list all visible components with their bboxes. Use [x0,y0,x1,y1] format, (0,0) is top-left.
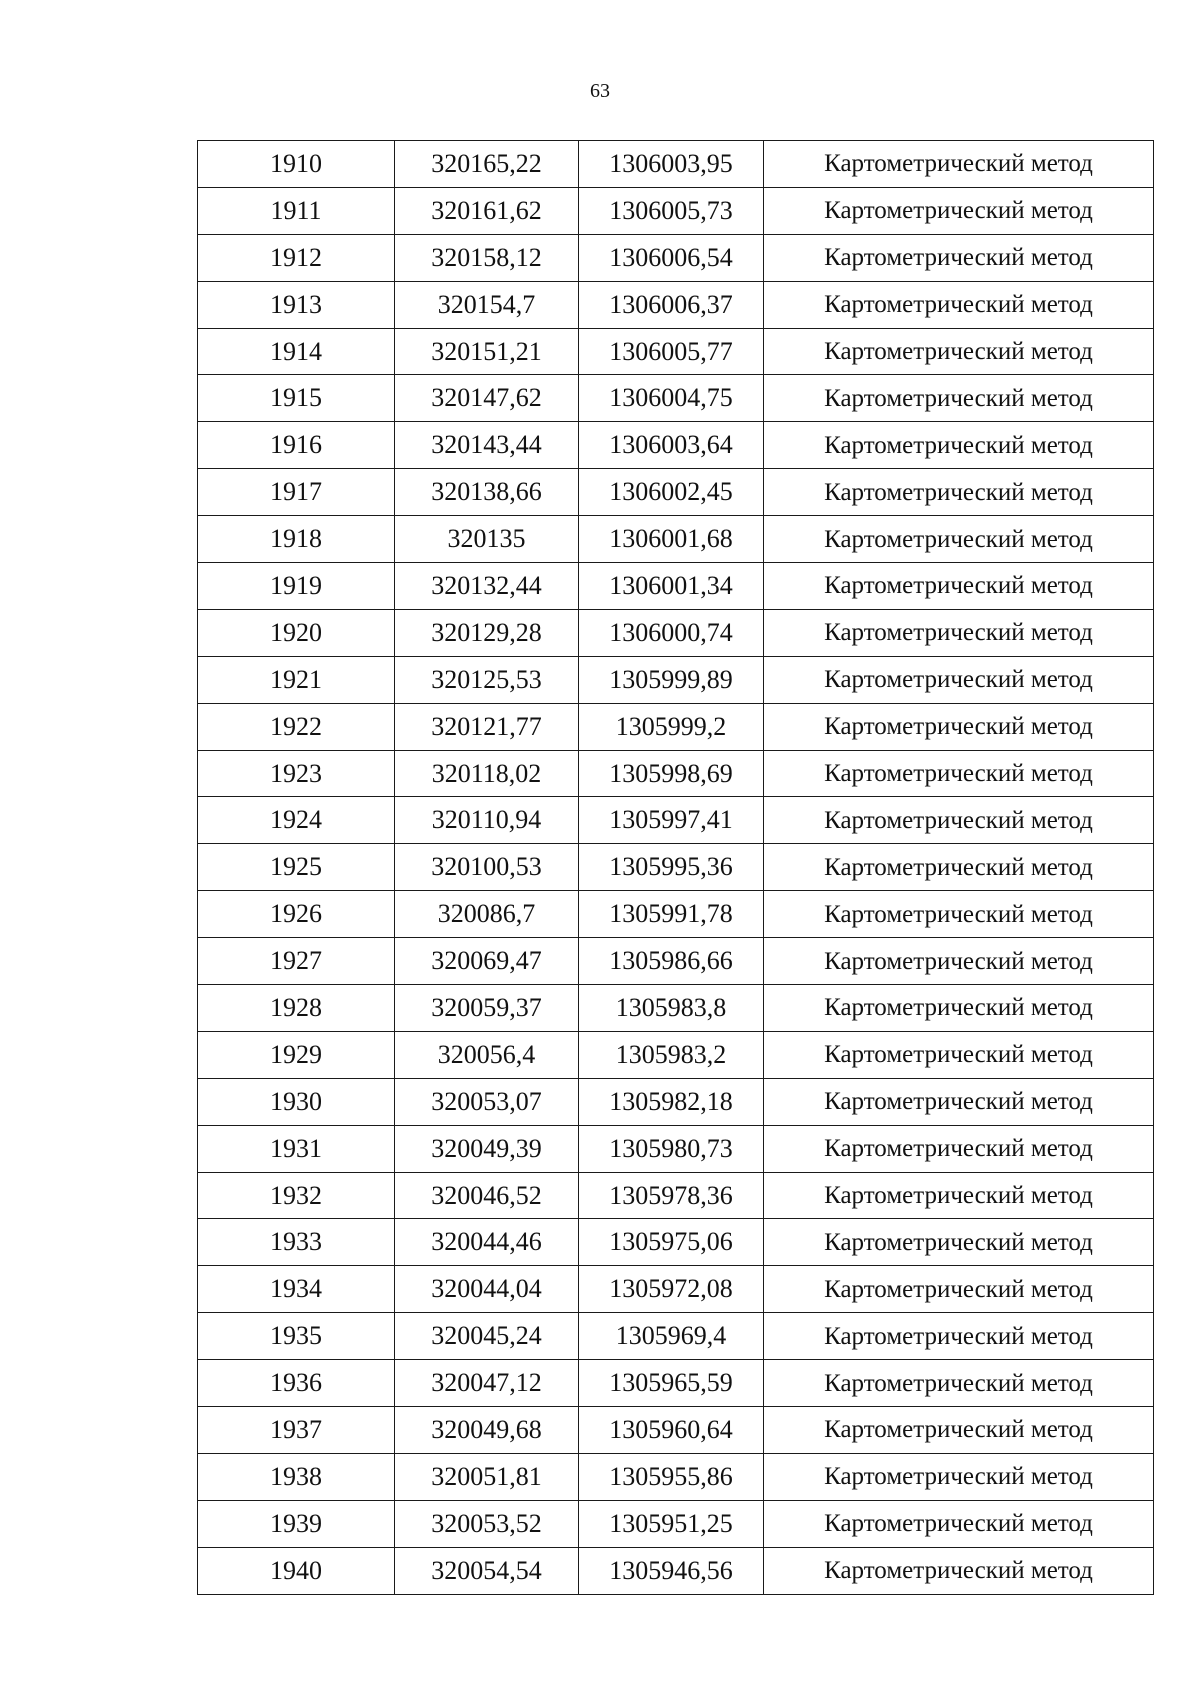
table-row [198,1266,1154,1313]
point-number-cell: 1933 [198,1219,395,1266]
x-coordinate-cell: 320069,47 [395,938,579,985]
y-coordinate-cell: 1305960,64 [579,1407,764,1454]
x-coordinate-cell: 320158,12 [395,234,579,281]
method-cell: Картометрический метод [764,1172,1154,1219]
point-number-cell: 1926 [198,891,395,938]
method-cell: Картометрический метод [764,1125,1154,1172]
x-coordinate-cell: 320045,24 [395,1313,579,1360]
x-coordinate-cell: 320143,44 [395,422,579,469]
point-number-cell: 1928 [198,985,395,1032]
point-number-cell: 1920 [198,609,395,656]
point-number-cell: 1931 [198,1125,395,1172]
table-row [198,1360,1154,1407]
x-coordinate-cell: 320129,28 [395,609,579,656]
table-row [198,891,1154,938]
y-coordinate-cell: 1305995,36 [579,844,764,891]
x-coordinate-cell: 320135 [395,516,579,563]
y-coordinate-cell: 1305955,86 [579,1453,764,1500]
x-coordinate-cell: 320054,54 [395,1547,579,1594]
point-number-cell: 1925 [198,844,395,891]
table-row [198,1219,1154,1266]
y-coordinate-cell: 1305983,2 [579,1031,764,1078]
point-number-cell: 1927 [198,938,395,985]
table-row [198,1407,1154,1454]
table-row [198,469,1154,516]
table-row [198,985,1154,1032]
point-number-cell: 1918 [198,516,395,563]
table-row [198,563,1154,610]
table-row [198,703,1154,750]
y-coordinate-cell: 1305991,78 [579,891,764,938]
method-cell: Картометрический метод [764,375,1154,422]
point-number-cell: 1924 [198,797,395,844]
x-coordinate-cell: 320046,52 [395,1172,579,1219]
y-coordinate-cell: 1306005,73 [579,187,764,234]
table-row [198,656,1154,703]
x-coordinate-cell: 320147,62 [395,375,579,422]
point-number-cell: 1919 [198,563,395,610]
y-coordinate-cell: 1306006,54 [579,234,764,281]
method-cell: Картометрический метод [764,797,1154,844]
table-row [198,1031,1154,1078]
x-coordinate-cell: 320049,68 [395,1407,579,1454]
table-row [198,1313,1154,1360]
table-row [198,375,1154,422]
table-row [198,1500,1154,1547]
point-number-cell: 1910 [198,141,395,188]
method-cell: Картометрический метод [764,1031,1154,1078]
method-cell: Картометрический метод [764,141,1154,188]
y-coordinate-cell: 1306006,37 [579,281,764,328]
point-number-cell: 1940 [198,1547,395,1594]
method-cell: Картометрический метод [764,422,1154,469]
point-number-cell: 1937 [198,1407,395,1454]
y-coordinate-cell: 1305986,66 [579,938,764,985]
method-cell: Картометрический метод [764,1313,1154,1360]
table-row [198,328,1154,375]
y-coordinate-cell: 1306001,34 [579,563,764,610]
x-coordinate-cell: 320044,46 [395,1219,579,1266]
method-cell: Картометрический метод [764,703,1154,750]
y-coordinate-cell: 1305965,59 [579,1360,764,1407]
y-coordinate-cell: 1305999,89 [579,656,764,703]
method-cell: Картометрический метод [764,563,1154,610]
x-coordinate-cell: 320059,37 [395,985,579,1032]
method-cell: Картометрический метод [764,281,1154,328]
point-number-cell: 1934 [198,1266,395,1313]
point-number-cell: 1936 [198,1360,395,1407]
table-row [198,1125,1154,1172]
table-row [198,750,1154,797]
method-cell: Картометрический метод [764,1453,1154,1500]
method-cell: Картометрический метод [764,328,1154,375]
method-cell: Картометрический метод [764,1500,1154,1547]
x-coordinate-cell: 320053,07 [395,1078,579,1125]
y-coordinate-cell: 1305946,56 [579,1547,764,1594]
x-coordinate-cell: 320051,81 [395,1453,579,1500]
coordinates-table [197,140,1154,1595]
table-row [198,1453,1154,1500]
x-coordinate-cell: 320118,02 [395,750,579,797]
table-row [198,281,1154,328]
point-number-cell: 1922 [198,703,395,750]
method-cell: Картометрический метод [764,750,1154,797]
y-coordinate-cell: 1306001,68 [579,516,764,563]
point-number-cell: 1916 [198,422,395,469]
x-coordinate-cell: 320056,4 [395,1031,579,1078]
point-number-cell: 1913 [198,281,395,328]
y-coordinate-cell: 1305999,2 [579,703,764,750]
x-coordinate-cell: 320138,66 [395,469,579,516]
point-number-cell: 1915 [198,375,395,422]
point-number-cell: 1917 [198,469,395,516]
x-coordinate-cell: 320161,62 [395,187,579,234]
method-cell: Картометрический метод [764,516,1154,563]
y-coordinate-cell: 1306003,64 [579,422,764,469]
method-cell: Картометрический метод [764,844,1154,891]
method-cell: Картометрический метод [764,469,1154,516]
table-row [198,141,1154,188]
point-number-cell: 1914 [198,328,395,375]
x-coordinate-cell: 320049,39 [395,1125,579,1172]
y-coordinate-cell: 1305982,18 [579,1078,764,1125]
table-row [198,844,1154,891]
x-coordinate-cell: 320047,12 [395,1360,579,1407]
method-cell: Картометрический метод [764,1266,1154,1313]
x-coordinate-cell: 320110,94 [395,797,579,844]
method-cell: Картометрический метод [764,234,1154,281]
point-number-cell: 1911 [198,187,395,234]
point-number-cell: 1921 [198,656,395,703]
x-coordinate-cell: 320086,7 [395,891,579,938]
table-row [198,1078,1154,1125]
table-row [198,609,1154,656]
table-row [198,1172,1154,1219]
y-coordinate-cell: 1305980,73 [579,1125,764,1172]
table-row [198,1547,1154,1594]
method-cell: Картометрический метод [764,938,1154,985]
method-cell: Картометрический метод [764,985,1154,1032]
page-number: 63 [590,80,610,102]
method-cell: Картометрический метод [764,609,1154,656]
y-coordinate-cell: 1305951,25 [579,1500,764,1547]
method-cell: Картометрический метод [764,187,1154,234]
x-coordinate-cell: 320121,77 [395,703,579,750]
x-coordinate-cell: 320132,44 [395,563,579,610]
table-row [198,422,1154,469]
y-coordinate-cell: 1305983,8 [579,985,764,1032]
method-cell: Картометрический метод [764,1547,1154,1594]
point-number-cell: 1929 [198,1031,395,1078]
point-number-cell: 1938 [198,1453,395,1500]
point-number-cell: 1932 [198,1172,395,1219]
coordinates-table-body [198,141,1154,1595]
y-coordinate-cell: 1306000,74 [579,609,764,656]
x-coordinate-cell: 320125,53 [395,656,579,703]
y-coordinate-cell: 1305997,41 [579,797,764,844]
x-coordinate-cell: 320165,22 [395,141,579,188]
y-coordinate-cell: 1306005,77 [579,328,764,375]
y-coordinate-cell: 1305978,36 [579,1172,764,1219]
point-number-cell: 1912 [198,234,395,281]
y-coordinate-cell: 1305998,69 [579,750,764,797]
method-cell: Картометрический метод [764,1219,1154,1266]
x-coordinate-cell: 320100,53 [395,844,579,891]
x-coordinate-cell: 320044,04 [395,1266,579,1313]
point-number-cell: 1935 [198,1313,395,1360]
x-coordinate-cell: 320154,7 [395,281,579,328]
table-row [198,797,1154,844]
y-coordinate-cell: 1306003,95 [579,141,764,188]
y-coordinate-cell: 1306004,75 [579,375,764,422]
method-cell: Картометрический метод [764,1078,1154,1125]
method-cell: Картометрический метод [764,656,1154,703]
x-coordinate-cell: 320151,21 [395,328,579,375]
y-coordinate-cell: 1305972,08 [579,1266,764,1313]
method-cell: Картометрический метод [764,1360,1154,1407]
x-coordinate-cell: 320053,52 [395,1500,579,1547]
table-row [198,516,1154,563]
table-row [198,187,1154,234]
table-row [198,938,1154,985]
point-number-cell: 1923 [198,750,395,797]
table-row [198,234,1154,281]
method-cell: Картометрический метод [764,1407,1154,1454]
y-coordinate-cell: 1305975,06 [579,1219,764,1266]
method-cell: Картометрический метод [764,891,1154,938]
y-coordinate-cell: 1305969,4 [579,1313,764,1360]
point-number-cell: 1930 [198,1078,395,1125]
y-coordinate-cell: 1306002,45 [579,469,764,516]
point-number-cell: 1939 [198,1500,395,1547]
